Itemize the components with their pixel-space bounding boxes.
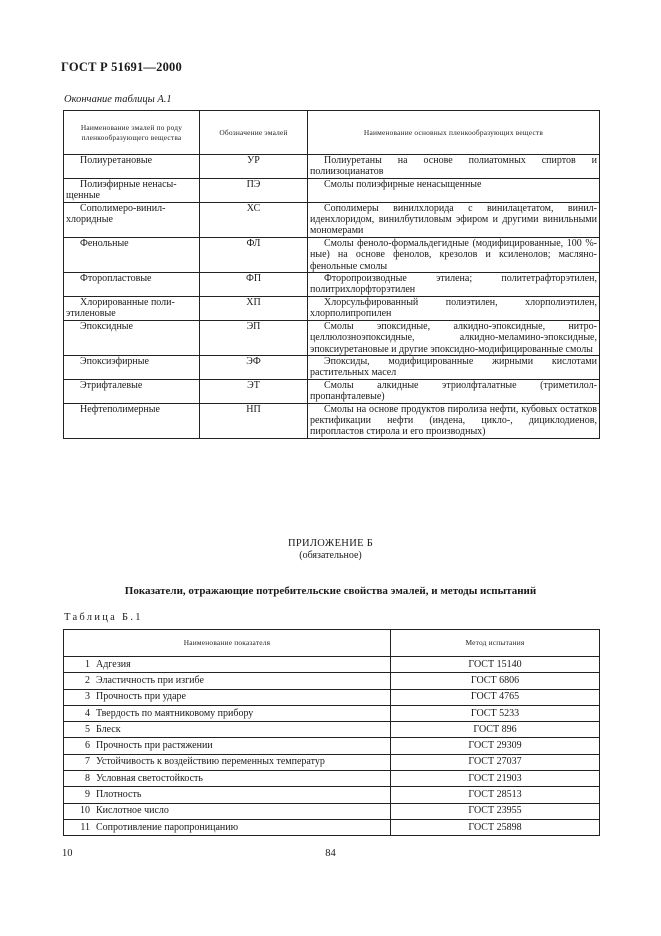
table-row <box>64 379 600 403</box>
indicator-name: Плотность <box>96 789 142 801</box>
enamel-type-cell: Сополимеро-винил-хлоридные <box>64 202 200 237</box>
film-former-cell: Фторопроизводные этилена; политетрафторэтилен, политрихлорфторэтилен <box>308 273 600 297</box>
table-row <box>64 273 600 297</box>
row-number: 11 <box>80 821 90 833</box>
enamel-code-cell: ПЭ <box>200 178 308 202</box>
indicator-cell <box>64 657 391 673</box>
indicator-name: Кислотное число <box>96 805 169 817</box>
enamel-code-cell: НП <box>200 403 308 438</box>
indicator-name: Адгезия <box>96 658 131 670</box>
table-row <box>64 673 600 689</box>
film-former-cell: Сополимеры винилхлорида с винилацетатом, винил-иденхлоридом, винилбутиловым эфиром и другими винильными мономерами <box>308 202 600 237</box>
indicator-name: Прочность при растяжении <box>96 740 213 752</box>
indicator-name: Сопротивление паропроницанию <box>96 821 239 833</box>
test-method-cell: ГОСТ 23955 <box>391 803 600 819</box>
indicator-cell <box>64 689 391 705</box>
test-method-cell: ГОСТ 4765 <box>391 689 600 705</box>
section-heading: Показатели, отражающие потребительские свойства эмалей, и методы испытаний <box>124 585 537 597</box>
indicator-cell <box>64 787 391 803</box>
table-row <box>64 403 600 438</box>
table-row <box>64 178 600 202</box>
indicator-cell <box>64 673 391 689</box>
table-row <box>64 722 600 738</box>
row-number: 2 <box>85 674 90 686</box>
test-method-cell: ГОСТ 25898 <box>391 819 600 835</box>
table-row <box>64 202 600 237</box>
enamel-code-cell: ФЛ <box>200 237 308 272</box>
page-number-center: 84 <box>325 848 336 859</box>
test-method-cell: ГОСТ 28513 <box>391 787 600 803</box>
enamel-code-cell: ЭТ <box>200 379 308 403</box>
enamel-code-cell: ФП <box>200 273 308 297</box>
table-row <box>64 689 600 705</box>
film-former-cell: Смолы полиэфирные ненасыщенные <box>308 178 600 202</box>
indicator-name: Блеск <box>96 723 121 735</box>
film-former-cell: Смолы на основе продуктов пиролиза нефти, кубовых остатков ректификации нефти (индена, цикло-, дициклодиенов, пиропластов стирола и его производных) <box>308 403 600 438</box>
indicator-cell <box>64 803 391 819</box>
row-number: 1 <box>85 658 90 670</box>
film-former-cell: Смолы феноло-формальдегидные (модифицированные, 100 %-ные) на основе фенолов, крезолов и ксиленолов; масляно-фенольные смолы <box>308 237 600 272</box>
enamel-code-cell: УР <box>200 155 308 179</box>
test-method-cell: ГОСТ 15140 <box>391 657 600 673</box>
enamel-type-cell: Эпоксиэфирные <box>64 355 200 379</box>
film-former-cell: Эпоксиды, модифицированные жирными кислотами растительных масел <box>308 355 600 379</box>
table-row <box>64 771 600 787</box>
table-b <box>63 629 600 836</box>
table-a-caption: Окончание таблицы А.1 <box>64 94 172 105</box>
column-header: Наименование основных пленкообразующих веществ <box>308 111 600 155</box>
table-row <box>64 803 600 819</box>
row-number: 4 <box>85 707 90 719</box>
enamel-type-cell: Эпоксидные <box>64 320 200 355</box>
test-method-cell: ГОСТ 21903 <box>391 771 600 787</box>
table-row <box>64 738 600 754</box>
enamel-code-cell: ЭФ <box>200 355 308 379</box>
document-header: ГОСТ Р 51691—2000 <box>61 60 182 74</box>
enamel-type-cell: Полиуретановые <box>64 155 200 179</box>
film-former-cell: Полиуретаны на основе полиатомных спиртов и полиизоцианатов <box>308 155 600 179</box>
film-former-cell: Смолы эпоксидные, алкидно-эпоксидные, нитро-целлюлозноэпоксидные, алкидно-меламино-эпоксидные, эпоксиуретановые и другие эпоксидно-модифицированные смолы <box>308 320 600 355</box>
table-row <box>64 320 600 355</box>
indicator-name: Устойчивость к воздействию переменных температур <box>96 756 325 768</box>
appendix-status: (обязательное) <box>299 550 362 561</box>
page-number-left: 10 <box>62 848 73 859</box>
indicator-cell <box>64 738 391 754</box>
enamel-code-cell: ХП <box>200 296 308 320</box>
table-row <box>64 237 600 272</box>
enamel-code-cell: ХС <box>200 202 308 237</box>
row-number: 10 <box>80 805 90 817</box>
row-number: 3 <box>85 691 90 703</box>
enamel-type-cell: Полиэфирные ненасы-щенные <box>64 178 200 202</box>
film-former-cell: Смолы алкидные этриолфталатные (триметилол-пропанфталевые) <box>308 379 600 403</box>
table-row <box>64 657 600 673</box>
column-header: Наименование показателя <box>64 630 391 657</box>
column-header: Метод испытания <box>391 630 600 657</box>
row-number: 5 <box>85 723 90 735</box>
table-a <box>63 110 600 439</box>
film-former-cell: Хлорсульфированный полиэтилен, хлорполиэтилен, хлорполипропилен <box>308 296 600 320</box>
row-number: 8 <box>85 772 90 784</box>
indicator-cell <box>64 819 391 835</box>
table-b-caption: Таблица Б.1 <box>64 612 143 623</box>
indicator-cell <box>64 754 391 770</box>
appendix-title: ПРИЛОЖЕНИЕ Б <box>287 538 374 549</box>
indicator-cell <box>64 705 391 721</box>
table-row <box>64 296 600 320</box>
table-row <box>64 754 600 770</box>
enamel-type-cell: Этрифталевые <box>64 379 200 403</box>
test-method-cell: ГОСТ 5233 <box>391 705 600 721</box>
table-a-header-row <box>64 111 600 155</box>
indicator-name: Эластичность при изгибе <box>96 674 204 686</box>
table-row <box>64 705 600 721</box>
enamel-type-cell: Нефтеполимерные <box>64 403 200 438</box>
table-b-header-row <box>64 630 600 657</box>
enamel-code-cell: ЭП <box>200 320 308 355</box>
indicator-name: Твердость по маятниковому прибору <box>96 707 254 719</box>
table-row <box>64 787 600 803</box>
indicator-cell <box>64 722 391 738</box>
indicator-name: Прочность при ударе <box>96 691 186 703</box>
enamel-type-cell: Хлорированные поли-этиленовые <box>64 296 200 320</box>
row-number: 6 <box>85 740 90 752</box>
row-number: 7 <box>85 756 90 768</box>
enamel-type-cell: Фенольные <box>64 237 200 272</box>
row-number: 9 <box>85 789 90 801</box>
test-method-cell: ГОСТ 896 <box>391 722 600 738</box>
test-method-cell: ГОСТ 6806 <box>391 673 600 689</box>
indicator-name: Условная светостойкость <box>96 772 203 784</box>
table-row <box>64 355 600 379</box>
table-row <box>64 819 600 835</box>
column-header: Обозначение эмалей <box>200 111 308 155</box>
enamel-type-cell: Фторопластовые <box>64 273 200 297</box>
indicator-cell <box>64 771 391 787</box>
test-method-cell: ГОСТ 27037 <box>391 754 600 770</box>
test-method-cell: ГОСТ 29309 <box>391 738 600 754</box>
column-header: Наименование эмалей по роду пленкообразующего вещества <box>64 111 200 155</box>
table-row <box>64 155 600 179</box>
